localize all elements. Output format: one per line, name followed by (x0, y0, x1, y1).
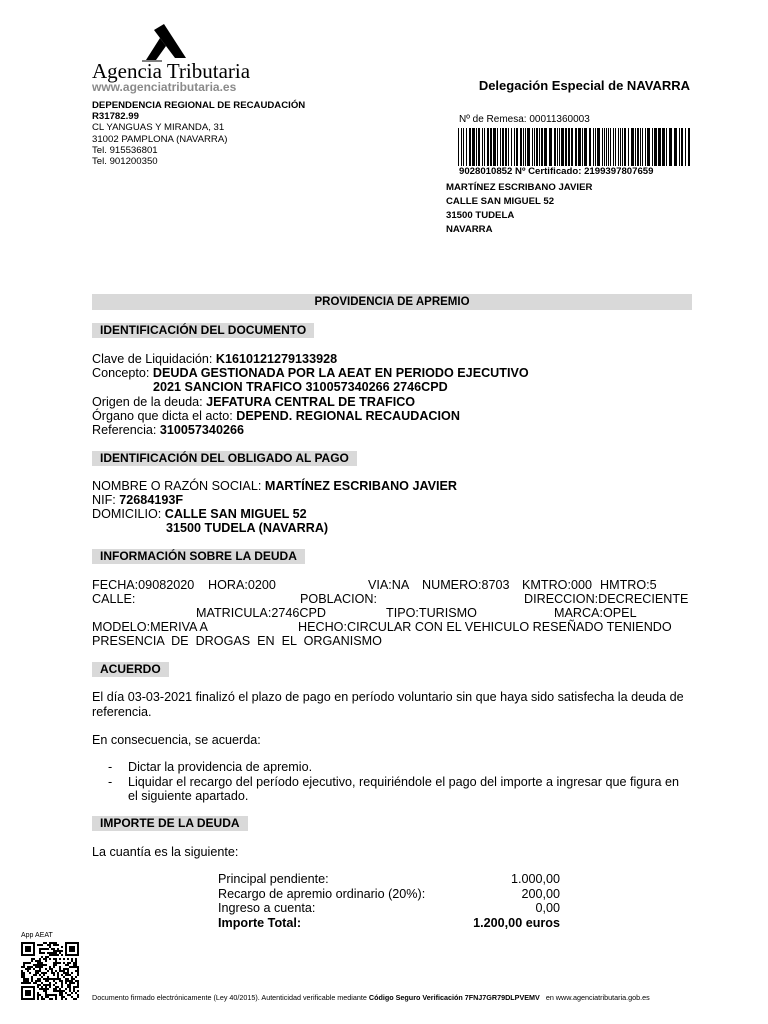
info-hecho: HECHO:CIRCULAR CON EL VEHICULO RESEÑADO TENIENDO (298, 620, 672, 634)
acuerdo-paragraph-2: En consecuencia, se acuerda: (92, 733, 261, 747)
organo (92, 409, 460, 424)
acuerdo-paragraph-1: El día 03-03-2021 finalizó el plazo de pago en período voluntario sin que haya sido satisfecha la deuda de referencia. (92, 690, 684, 719)
domicilio-value1: CALLE SAN MIGUEL 52 (164, 507, 307, 521)
recipient-city: 31500 TUDELA (446, 210, 515, 221)
domicilio-value2: 31500 TUDELA (NAVARRA) (166, 521, 329, 535)
importe-label: Principal pendiente: (218, 872, 329, 886)
info-numero: NUMERO:8703 (422, 578, 510, 592)
acuerdo-item-2: Liquidar el recargo del período ejecutivo, requiriéndole el pago del importe a ingresar que figura en el siguiente apartado. (128, 774, 679, 803)
info-fecha: FECHA:09082020 (92, 578, 195, 592)
document-title: PROVIDENCIA DE APREMIO (92, 294, 692, 310)
origen-value: JEFATURA CENTRAL DE TRAFICO (206, 395, 416, 409)
concepto-value1: DEUDA GESTIONADA POR LA AEAT EN PERIODO EJECUTIVO (152, 366, 529, 380)
info-calle: CALLE: (92, 592, 136, 606)
concepto-value2: 2021 SANCION TRAFICO 310057340266 2746CPD (153, 380, 448, 394)
clave-label: Clave de Liquidación: (92, 352, 216, 366)
importe-value: 200,00 (521, 886, 560, 901)
info-kmtro: KMTRO:000 (522, 578, 592, 592)
concepto-label: Concepto: (92, 366, 153, 380)
info-marca: MARCA:OPEL (554, 606, 637, 620)
importe-value: 0,00 (535, 901, 560, 915)
importe-label: Ingreso a cuenta: (218, 901, 316, 915)
info-hora: HORA:0200 (208, 578, 276, 592)
footer-csv-code: Código Seguro Verificación 7FNJ7GR79DLPVEMV (368, 993, 540, 1002)
origen-label: Origen de la deuda: (92, 395, 207, 409)
origen-deuda (92, 395, 415, 410)
info-poblacion: POBLACION: (300, 592, 377, 606)
importe-total-label: Importe Total: (218, 915, 302, 930)
recipient-name: MARTÍNEZ ESCRIBANO JAVIER (446, 182, 593, 193)
org-code: R31782.99 (92, 111, 139, 123)
footer-text-2: en www.agenciatributaria.gob.es (539, 993, 650, 1002)
nombre-value: MARTÍNEZ ESCRIBANO JAVIER (264, 479, 458, 493)
section-obligado-heading: IDENTIFICACIÓN DEL OBLIGADO AL PAGO (92, 451, 357, 466)
acuerdo-list (108, 760, 692, 804)
importe-value: 1.000,00 (510, 872, 560, 886)
info-tipo: TIPO:TURISMO (386, 606, 477, 620)
importe-row-principal (218, 872, 560, 887)
logo-name: Agencia Tributaria (92, 59, 251, 83)
barcode-icon (458, 128, 692, 171)
info-modelo: MODELO:MERIVA A (92, 620, 208, 634)
section-deuda-info-heading: INFORMACIÓN SOBRE LA DEUDA (92, 549, 305, 564)
nif-value: 72684193F (119, 493, 184, 507)
recipient-address (446, 181, 592, 237)
info-via: VIA:NA (368, 578, 410, 592)
concepto (92, 366, 529, 381)
section-acuerdo-heading: ACUERDO (92, 662, 169, 677)
org-street: CL YANGUAS Y MIRANDA, 31 (92, 122, 225, 134)
footer-text-1: Documento firmado electrónicamente (Ley 40/2015). Autenticidad verificable mediante (92, 993, 369, 1002)
importe-total-value: 1.200,00 euros (473, 915, 560, 930)
footer-verification (92, 993, 650, 1002)
acuerdo-item-1: Dictar la providencia de apremio. (128, 760, 313, 774)
referencia-value: 310057340266 (159, 423, 244, 437)
remesa-number: Nº de Remesa: 00011360003 (459, 114, 590, 125)
certificado-number: 9028010852 Nº Certificado: 2199397807659 (459, 166, 654, 177)
recipient-street: CALLE SAN MIGUEL 52 (446, 196, 555, 207)
section-doc-id-heading: IDENTIFICACIÓN DEL DOCUMENTO (92, 323, 314, 338)
domicilio (92, 507, 307, 522)
nombre-label: NOMBRE O RAZÓN SOCIAL: (92, 479, 265, 493)
org-name: DEPENDENCIA REGIONAL DE RECAUDACIÓN (92, 100, 306, 111)
importe-label: Recargo de apremio ordinario (20%): (218, 886, 426, 901)
importe-intro: La cuantía es la siguiente: (92, 845, 239, 859)
org-tel2: Tel. 901200350 (92, 156, 158, 168)
clave-liquidacion (92, 352, 337, 367)
qr-code-icon[interactable] (21, 942, 79, 1005)
logo-url[interactable]: www.agenciatributaria.es (92, 80, 237, 94)
nombre (92, 479, 457, 494)
importe-row-total (218, 916, 560, 931)
nif (92, 493, 183, 508)
recipient-region: NAVARRA (446, 224, 493, 235)
info-direccion: DIRECCION:DECRECIENTE (524, 592, 689, 606)
delegacion-title: Delegación Especial de NAVARRA (478, 78, 690, 93)
section-importe-heading: IMPORTE DE LA DEUDA (92, 816, 248, 831)
organization-block (92, 100, 305, 167)
app-aeat-label: App AEAT (21, 932, 53, 939)
clave-value: K1610121279133928 (215, 352, 338, 366)
nif-label: NIF: (92, 493, 120, 507)
organo-value: DEPEND. REGIONAL RECAUDACION (236, 409, 460, 423)
importe-row-ingreso (218, 901, 560, 916)
importe-row-recargo (218, 887, 560, 902)
organo-label: Órgano que dicta el acto: (92, 409, 237, 423)
referencia-label: Referencia: (92, 423, 160, 437)
referencia (92, 423, 244, 438)
info-row-5: PRESENCIA DE DROGAS EN EL ORGANISMO (92, 634, 382, 648)
org-city: 31002 PAMPLONA (NAVARRA) (92, 133, 228, 145)
importe-table (218, 872, 560, 930)
domicilio-label: DOMICILIO: (92, 507, 165, 521)
list-item: - Dictar la providencia de apremio. (108, 760, 313, 774)
info-hmtro: HMTRO:5 (600, 578, 657, 592)
org-tel1: Tel. 915536801 (92, 144, 158, 156)
list-item: - Liquidar el recargo del período ejecutivo, requiriéndole el pago del importe a ingresar que figura en el siguiente apartado. (108, 774, 679, 803)
info-matricula: MATRICULA:2746CPD (196, 606, 326, 620)
